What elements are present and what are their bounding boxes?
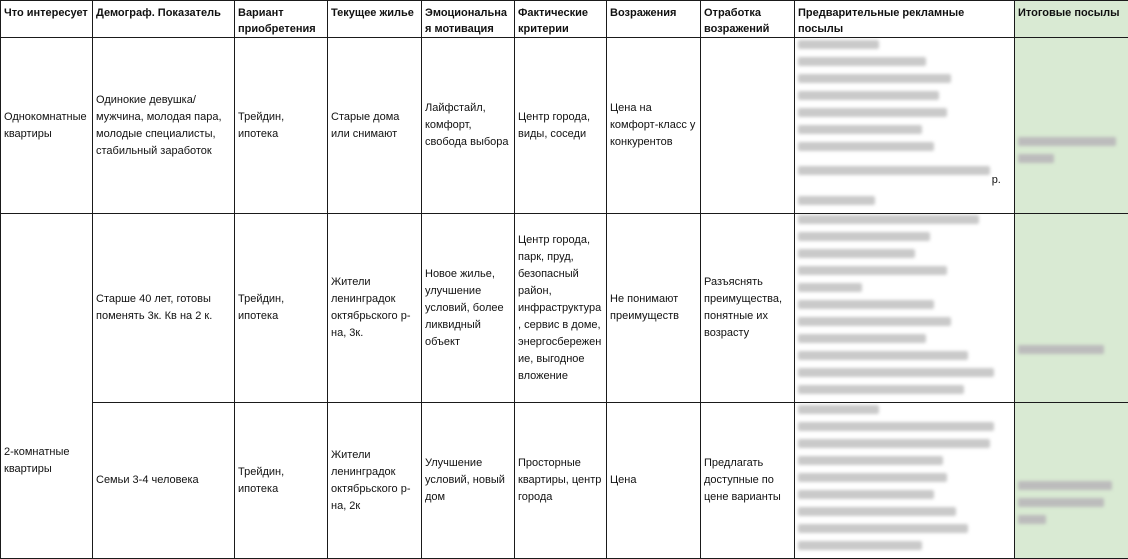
header-purchase: Вариант приобретения <box>235 1 328 38</box>
cell-demographic: Одинокие девушка/мужчина, молодая пара, молодые специалисты, стабильный заработок <box>93 38 235 214</box>
cell-prelim-messages-redacted <box>795 38 1015 214</box>
redacted-text <box>798 405 1011 550</box>
header-interest: Что интересует <box>1 1 93 38</box>
cell-objections: Цена <box>607 403 701 559</box>
cell-housing: Старые дома или снимают <box>328 38 422 214</box>
cell-interest: 2-комнатные квартиры <box>1 214 93 559</box>
cell-housing: Жители ленинградок октябрьского р-на, 3к. <box>328 214 422 403</box>
redacted-text <box>1018 255 1125 354</box>
cell-purchase: Трейдин, ипотека <box>235 38 328 214</box>
cell-prelim-messages-redacted <box>795 403 1015 559</box>
cell-final-messages-redacted <box>1015 38 1128 214</box>
cell-demographic: Семьи 3-4 человека <box>93 403 235 559</box>
redacted-text <box>1018 429 1125 524</box>
cell-demographic: Старше 40 лет, готовы поменять 3к. Кв на 2 к. <box>93 214 235 403</box>
cell-interest: Однокомнатные квартиры <box>1 38 93 214</box>
header-final-messages: Итоговые посылы <box>1015 1 1128 38</box>
cell-motivation: Улучшение условий, новый дом <box>422 403 515 559</box>
redacted-text <box>1018 81 1125 163</box>
prelim-tail-text: р. <box>992 174 1001 186</box>
header-criteria: Фактические критерии <box>515 1 607 38</box>
cell-criteria: Центр города, виды, соседи <box>515 38 607 214</box>
header-motivation: Эмоциональная мотивация <box>422 1 515 38</box>
cell-purchase: Трейдин, ипотека <box>235 403 328 559</box>
cell-motivation: Лайфстайл, комфорт, свобода выбора <box>422 38 515 214</box>
cell-final-messages-redacted <box>1015 403 1128 559</box>
header-housing: Текущее жилье <box>328 1 422 38</box>
cell-handling <box>701 38 795 214</box>
cell-final-messages-redacted <box>1015 214 1128 403</box>
cell-handling: Разъяснять преимущества, понятные их возрасту <box>701 214 795 403</box>
table-row <box>1 403 1128 559</box>
table-row <box>1 214 1128 403</box>
cell-motivation: Новое жилье, улучшение условий, более ликвидный объект <box>422 214 515 403</box>
header-row <box>1 1 1128 38</box>
cell-housing: Жители ленинградок октябрьского р-на, 2к <box>328 403 422 559</box>
cell-prelim-messages-redacted <box>795 214 1015 403</box>
header-objections: Возражения <box>607 1 701 38</box>
cell-criteria: Центр города, парк, пруд, безопасный район, инфраструктура, сервис в доме, энергосбережение, выгодное вложение <box>515 214 607 403</box>
cell-objections: Не понимают преимуществ <box>607 214 701 403</box>
cell-objections: Цена на комфорт-класс у конкурентов <box>607 38 701 214</box>
table-row <box>1 38 1128 214</box>
header-demographic: Демограф. Показатель <box>93 1 235 38</box>
redacted-text <box>798 215 1011 394</box>
cell-purchase: Трейдин, ипотека <box>235 214 328 403</box>
header-handling: Отработка возражений <box>701 1 795 38</box>
header-prelim-messages: Предварительные рекламные посылы <box>795 1 1015 38</box>
redacted-text <box>798 40 1011 205</box>
cell-criteria: Просторные квартиры, центр города <box>515 403 607 559</box>
cell-handling: Предлагать доступные по цене варианты <box>701 403 795 559</box>
